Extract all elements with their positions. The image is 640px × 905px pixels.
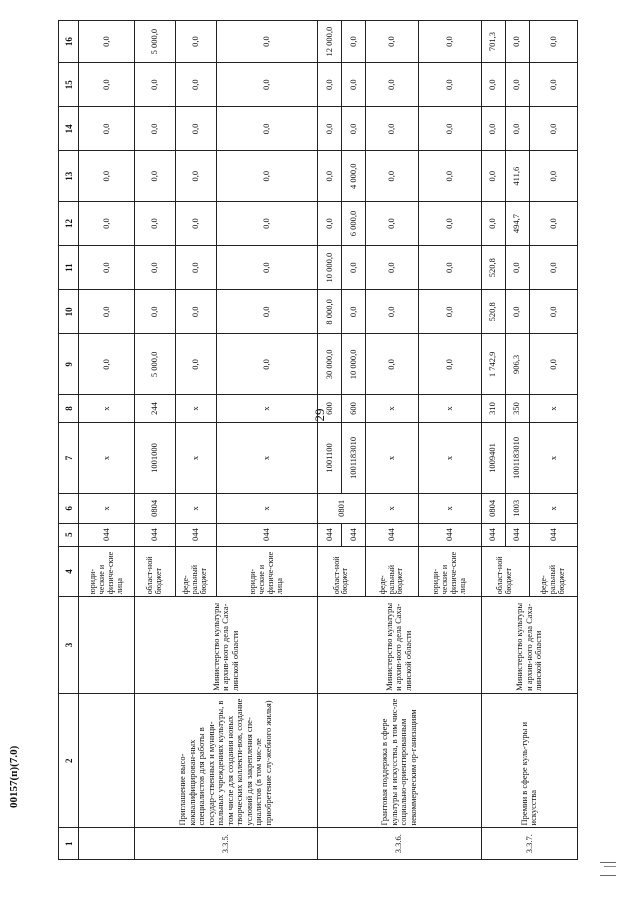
cell-year: 0,0 [505,290,529,334]
cell-csr: х [366,422,419,493]
col-header: 7 [59,422,79,493]
cell-year: 0,0 [79,151,134,201]
col-header: 4 [59,546,79,596]
cell-year: 0,0 [481,63,505,107]
cell-vr: 310 [481,395,505,422]
cell-year: 0,0 [79,21,134,63]
cell-year: 411,6 [505,151,529,201]
cell-rzpr: х [529,494,577,523]
cell-year: 0,0 [317,201,341,245]
cell-csr: 1001183010 [341,422,365,493]
cell-grbs: 044 [366,523,419,546]
cell-year: 0,0 [366,246,419,290]
cell-year: 0,0 [134,63,175,107]
cell-vr: х [79,395,134,422]
table-row [79,21,134,860]
cell-year: 0,0 [79,246,134,290]
col-header: 12 [59,201,79,245]
cell-year: 0,0 [366,151,419,201]
cell-year: 0,0 [79,63,134,107]
cell-source: феде-ральный бюджет [175,546,216,596]
cell-year: 0,0 [175,151,216,201]
cell-year: 701,3 [481,21,505,63]
table-row [481,21,505,860]
cell-year: 0,0 [216,151,317,201]
cell-year: 6 000,0 [341,201,365,245]
cell-year: 8 000,0 [317,290,341,334]
cell-vr: х [175,395,216,422]
cell-year: 0,0 [134,107,175,151]
cell-executor: Министерство культуры и архив-ного дела Саха-линской области [481,597,577,694]
cell-year: 0,0 [79,107,134,151]
cell-grbs: 044 [481,523,505,546]
cell-grbs: 044 [341,523,365,546]
cell-year: 0,0 [419,151,482,201]
budget-table [58,20,578,860]
cell-year: 0,0 [366,201,419,245]
cell-number [79,828,134,860]
cell-vr: х [216,395,317,422]
cell-grbs: 044 [529,523,577,546]
cell-year: 0,0 [216,201,317,245]
cell-year: 0,0 [79,290,134,334]
cell-executor [79,597,134,694]
cell-csr: х [216,422,317,493]
col-header: 6 [59,494,79,523]
cell-year: 0,0 [134,151,175,201]
col-header: 5 [59,523,79,546]
cell-source: феде-ральный бюджет [366,546,419,596]
cell-year: 0,0 [341,290,365,334]
cell-executor: Министерство культуры и архив-ного дела Саха-линской области [317,597,481,694]
cell-year: 0,0 [529,201,577,245]
cell-year: 0,0 [505,63,529,107]
cell-year: 12 000,0 [317,21,341,63]
cell-rzpr: х [79,494,134,523]
cell-rzpr: 1003 [505,494,529,523]
cell-year: 0,0 [134,201,175,245]
cell-source: област-ной бюджет [481,546,529,596]
cell-vr: х [366,395,419,422]
col-header: 3 [59,597,79,694]
cell-csr: 1001000 [134,422,175,493]
cell-source: юриди-ческие и физиче-ские лица [79,546,134,596]
cell-year: 0,0 [341,107,365,151]
cell-total: 0,0 [366,334,419,395]
cell-year: 4 000,0 [341,151,365,201]
cell-csr: 1001183010 [505,422,529,493]
cell-year: 0,0 [529,107,577,151]
cell-rzpr: х [175,494,216,523]
cell-activity [79,693,134,828]
cell-year: 0,0 [505,107,529,151]
cell-grbs: 044 [317,523,341,546]
cell-year: 0,0 [216,290,317,334]
cell-source: област-ной бюджет [134,546,175,596]
cell-source: юриди-ческие и физиче-ские лица [216,546,317,596]
cell-rzpr: 0804 [134,494,175,523]
scan-mark [600,862,616,876]
cell-year: 0,0 [529,246,577,290]
cell-year: 0,0 [317,107,341,151]
cell-year: 0,0 [419,63,482,107]
cell-year: 0,0 [216,21,317,63]
col-header: 13 [59,151,79,201]
cell-year: 0,0 [529,63,577,107]
cell-activity: Премии в сфере куль-туры и искусства [481,693,577,828]
cell-grbs: 044 [419,523,482,546]
cell-year: 0,0 [419,290,482,334]
cell-year: 0,0 [481,201,505,245]
cell-year: 5 000,0 [134,21,175,63]
header-row [59,21,79,860]
cell-total: 10 000,0 [341,334,365,395]
cell-year: 520,8 [481,290,505,334]
cell-year: 0,0 [366,63,419,107]
cell-csr: х [419,422,482,493]
cell-year: 0,0 [366,107,419,151]
cell-year: 0,0 [317,63,341,107]
cell-grbs: 044 [175,523,216,546]
cell-csr: 1001100 [317,422,341,493]
cell-source: феде-ральный бюджет [529,546,577,596]
cell-year: 0,0 [366,21,419,63]
col-header: 8 [59,395,79,422]
cell-source: юриди-ческие и физиче-ские лица [419,546,482,596]
col-header: 9 [59,334,79,395]
scan-mark-line [604,866,616,867]
cell-grbs: 044 [79,523,134,546]
cell-year: 0,0 [341,246,365,290]
cell-year: 0,0 [481,151,505,201]
cell-year: 0,0 [341,21,365,63]
cell-source: област-ной бюджет [317,546,365,596]
cell-year: 0,0 [419,201,482,245]
col-header: 1 [59,828,79,860]
cell-rzpr: 0801 [317,494,365,523]
cell-csr: х [529,422,577,493]
cell-activity: Грантовая поддержка в сфере культуры и искусства, в том чис-ле социально-ориентированным некоммерческим ор-ганизациям [317,693,481,828]
cell-year: 10 000,0 [317,246,341,290]
cell-year: 0,0 [529,21,577,63]
document-code: 00157(п)(7.0) [8,745,20,808]
cell-year: 0,0 [175,246,216,290]
cell-year: 520,8 [481,246,505,290]
cell-executor: Министерство культуры и архив-ного дела Саха-линской области [134,597,317,694]
page-number: 29 [312,408,327,422]
cell-rzpr: х [216,494,317,523]
cell-rzpr: х [366,494,419,523]
cell-total: 0,0 [419,334,482,395]
cell-rzpr: 0804 [481,494,505,523]
cell-total: 0,0 [79,334,134,395]
cell-year: 0,0 [134,290,175,334]
cell-vr: х [419,395,482,422]
cell-grbs: 044 [216,523,317,546]
budget-table-rotated [58,20,578,860]
cell-vr: 244 [134,395,175,422]
col-header: 14 [59,107,79,151]
cell-grbs: 044 [134,523,175,546]
col-header: 16 [59,21,79,63]
cell-total: 0,0 [529,334,577,395]
cell-year: 0,0 [175,290,216,334]
cell-year: 0,0 [505,21,529,63]
cell-vr: х [529,395,577,422]
table-row [317,21,341,860]
cell-rzpr: х [419,494,482,523]
cell-year: 0,0 [529,151,577,201]
cell-year: 0,0 [134,246,175,290]
cell-total: 5 000,0 [134,334,175,395]
cell-csr: х [79,422,134,493]
cell-csr: х [175,422,216,493]
cell-year: 0,0 [419,21,482,63]
cell-year: 0,0 [341,63,365,107]
col-header: 15 [59,63,79,107]
cell-year: 0,0 [216,246,317,290]
cell-year: 0,0 [216,107,317,151]
col-header: 2 [59,693,79,828]
cell-year: 0,0 [175,201,216,245]
cell-year: 0,0 [505,246,529,290]
cell-year: 494,7 [505,201,529,245]
cell-total: 0,0 [175,334,216,395]
cell-number: 3.3.6. [317,828,481,860]
cell-year: 0,0 [175,63,216,107]
cell-year: 0,0 [419,107,482,151]
cell-total: 906,3 [505,334,529,395]
cell-year: 0,0 [175,107,216,151]
cell-activity: Приглашение высо-коквалифицирован-ных специалистов для работы в государ-ственных и муници-пальных учреждениях культуры, в том числе для создания новых творческих коллекти-вов, создание условий для закрепления спе-циалистов (в том чис-ле приобретение слу-жебного жилья) [134,693,317,828]
cell-year: 0,0 [481,107,505,151]
cell-year: 0,0 [419,246,482,290]
cell-year: 0,0 [529,290,577,334]
cell-year: 0,0 [79,201,134,245]
cell-number: 3.3.7. [481,828,577,860]
cell-year: 0,0 [175,21,216,63]
cell-total: 30 000,0 [317,334,341,395]
col-header: 10 [59,290,79,334]
cell-year: 0,0 [216,63,317,107]
cell-number: 3.3.5. [134,828,317,860]
cell-grbs: 044 [505,523,529,546]
cell-total: 0,0 [216,334,317,395]
cell-csr: 1009401 [481,422,505,493]
col-header: 11 [59,246,79,290]
cell-total: 1 742,9 [481,334,505,395]
cell-vr: 350 [505,395,529,422]
cell-vr: 600 [317,395,341,422]
cell-year: 0,0 [366,290,419,334]
cell-year: 0,0 [317,151,341,201]
table-row [134,21,175,860]
cell-vr: 600 [341,395,365,422]
